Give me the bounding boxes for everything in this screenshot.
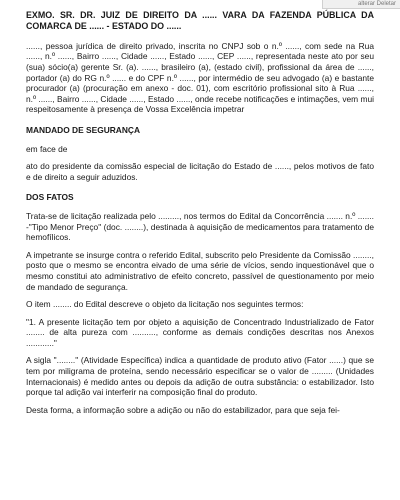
intro-paragraph: ......, pessoa jurídica de direito privado, inscrita no CNPJ sob o n.º ......, com sede na Rua ......, n.º ......, Bairro ......, Cidade ......, Estado ......, CEP ......, representada neste ato por seu (sua) sócio(a) gerente Sr. (a). ......, brasileiro (a), (estado civil), profissional da área de ......, portador (a) do RG n.º ...... e do CPF n.º ......, por intermédio de seu advogado (a) e bastante procurador (a) (procuração em anexo - doc. 01), com escritório profissional sito à Rua ......, n.º ......, Bairro ......, Cidade ......, Estado ......, onde recebe notificações e intimações, vem mui respeitosamente à presença de Vossa Excelência impetrar [26, 40, 374, 115]
section-title-fatos: DOS FATOS [26, 192, 74, 203]
document-page [26, 10, 374, 422]
fatos-paragraph-2: A impetrante se insurge contra o referido Edital, subscrito pelo Presidente da Comissão ........, posto que o mesmo se encontra eivado de uma série de vícios, sendo inquestionável que o mesmo constitui ato administrativo de efeito concreto, passível de questionamento por meio de mandado de segurança. [26, 249, 374, 292]
fatos-paragraph-3: O item ........ do Edital descreve o objeto da licitação nos seguintes termos: [26, 299, 304, 310]
ato-paragraph: ato do presidente da comissão especial de licitação do Estado de ......, pelos motivos de fato e de direito a seguir aduzidos. [26, 161, 374, 182]
em-face-paragraph: em face de [26, 143, 68, 154]
document-heading: EXMO. SR. DR. JUIZ DE DIREITO DA ...... VARA DA FAZENDA PÚBLICA DA COMARCA DE ...... - ESTADO DO ...... [26, 10, 374, 32]
sigla-paragraph: A sigla "........" (Atividade Específica) indica a quantidade de produto ativo (Fator ......) que se tem por miligrama de proteína, sendo necessário especificar se o valor de ......... (Unidades Internacionais) é medido antes ou depois da adição de outra substância: o estabilizador. Isto porque tal adição vai interferir na composição final do produto. [26, 355, 374, 398]
document-title: MANDADO DE SEGURANÇA [26, 124, 140, 135]
quoted-edital-item: "1. A presente licitação tem por objeto a aquisição de Concentrado Industrializado de Fator ........ de alta pureza com .........., conforme as demais condições descritas nos Anexos ............" [26, 316, 374, 348]
fatos-paragraph-1: Trata-se de licitação realizada pelo ........., nos termos do Edital da Concorrência ....... n.º ....... -"Tipo Menor Preço" (doc. ........), destinada à aquisição de medicamentos para tratamento de hemofílicos. [26, 210, 374, 243]
toolbar-actions[interactable]: alterar Deletar [322, 0, 400, 9]
fatos-paragraph-4: Desta forma, a informação sobre a adição ou não do estabilizador, para que seja fei- [26, 404, 340, 415]
